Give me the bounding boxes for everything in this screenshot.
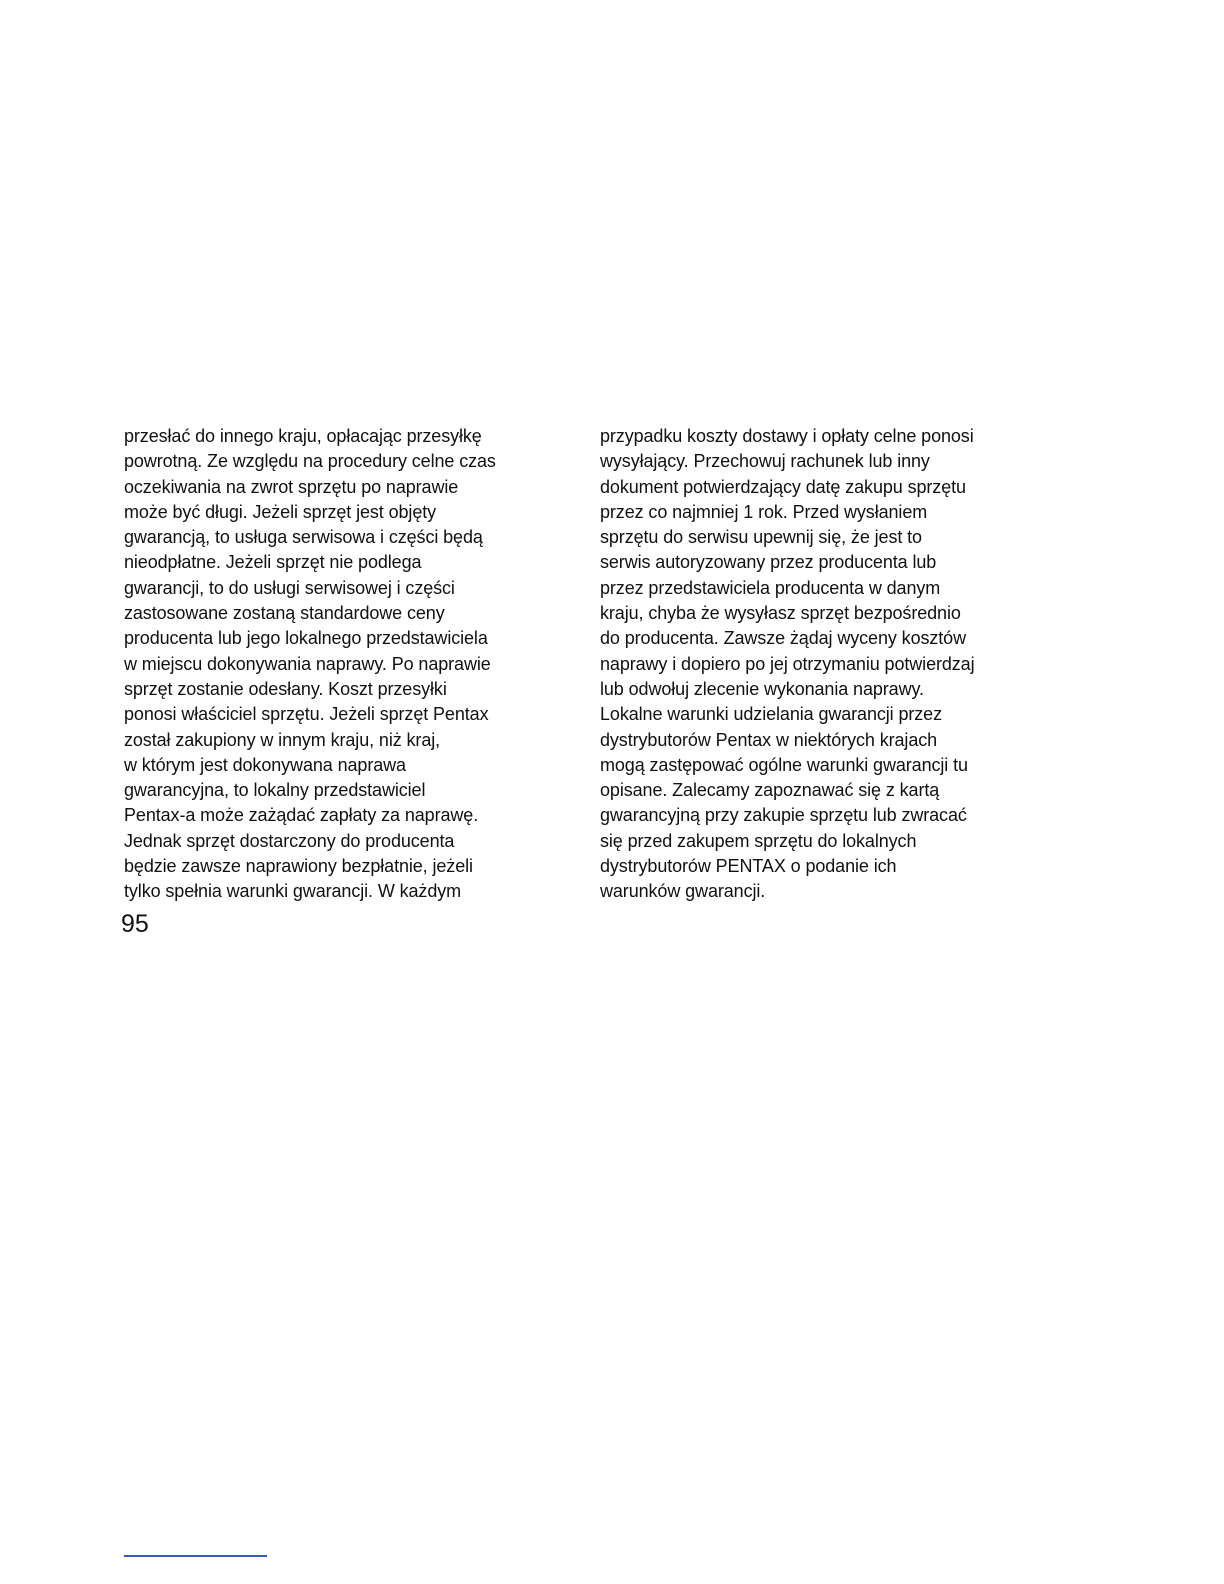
text-line: naprawy i dopiero po jej otrzymaniu potwierdzaj bbox=[600, 653, 975, 674]
text-line: serwis autoryzowany przez producenta lub bbox=[600, 552, 937, 573]
text-line: gwarancją, to usługa serwisowa i części będą bbox=[124, 527, 483, 548]
text-line: dystrybutorów PENTAX o podanie ich bbox=[600, 856, 897, 877]
page-number: 95 bbox=[121, 910, 149, 938]
text-line: przez przedstawiciela producenta w danym bbox=[600, 577, 941, 598]
text-line: sprzętu do serwisu upewnij się, że jest to bbox=[600, 527, 922, 548]
text-line: ponosi właściciel sprzętu. Jeżeli sprzęt Pentax bbox=[124, 704, 489, 725]
text-line: w miejscu dokonywania naprawy. Po naprawie bbox=[124, 653, 491, 674]
text-line: przez co najmniej 1 rok. Przed wysłaniem bbox=[600, 501, 928, 522]
text-line: sprzęt zostanie odesłany. Koszt przesyłki bbox=[124, 678, 447, 699]
text-line: do producenta. Zawsze żądaj wyceny kosztów bbox=[600, 628, 966, 649]
text-line: lub odwołuj zlecenie wykonania naprawy. bbox=[600, 678, 924, 699]
text-line: został zakupiony w innym kraju, niż kraj, bbox=[124, 729, 441, 750]
text-line: dystrybutorów Pentax w niektórych krajach bbox=[600, 729, 938, 750]
text-line: producenta lub jego lokalnego przedstawiciela bbox=[124, 628, 488, 649]
text-column-right bbox=[600, 424, 1040, 905]
footer-rule bbox=[124, 1555, 267, 1557]
text-line: nieodpłatne. Jeżeli sprzęt nie podlega bbox=[124, 552, 422, 573]
text-line: zastosowane zostaną standardowe ceny bbox=[124, 603, 445, 624]
text-line: Pentax-a może zażądać zapłaty za naprawę. bbox=[124, 805, 479, 826]
text-line: przypadku koszty dostawy i opłaty celne ponosi bbox=[600, 426, 974, 446]
text-line: tylko spełnia warunki gwarancji. W każdym bbox=[124, 881, 462, 902]
text-column-left bbox=[124, 424, 564, 905]
text-line: będzie zawsze naprawiony bezpłatnie, jeżeli bbox=[124, 856, 473, 877]
text-line: gwarancyjną przy zakupie sprzętu lub zwracać bbox=[600, 805, 967, 826]
text-line: Jednak sprzęt dostarczony do producenta bbox=[124, 830, 455, 851]
text-line: gwarancyjna, to lokalny przedstawiciel bbox=[124, 780, 426, 801]
text-line: powrotną. Ze względu na procedury celne czas bbox=[124, 451, 496, 472]
text-line: dokument potwierdzający datę zakupu sprzętu bbox=[600, 476, 966, 497]
text-line: się przed zakupem sprzętu do lokalnych bbox=[600, 830, 917, 851]
text-line: może być długi. Jeżeli sprzęt jest objęty bbox=[124, 501, 437, 522]
text-line: w którym jest dokonywana naprawa bbox=[124, 754, 406, 775]
text-line: mogą zastępować ogólne warunki gwarancji tu bbox=[600, 754, 968, 775]
text-line: gwarancji, to do usługi serwisowej i części bbox=[124, 577, 455, 598]
text-line: kraju, chyba że wysyłasz sprzęt bezpośrednio bbox=[600, 603, 961, 624]
text-line: przesłać do innego kraju, opłacając przesyłkę bbox=[124, 426, 482, 446]
text-line: Lokalne warunki udzielania gwarancji przez bbox=[600, 704, 942, 725]
text-line: warunków gwarancji. bbox=[600, 881, 766, 902]
text-line: oczekiwania na zwrot sprzętu po naprawie bbox=[124, 476, 459, 497]
text-line: opisane. Zalecamy zapoznawać się z kartą bbox=[600, 780, 940, 801]
text-line: wysyłający. Przechowuj rachunek lub inny bbox=[600, 451, 930, 472]
